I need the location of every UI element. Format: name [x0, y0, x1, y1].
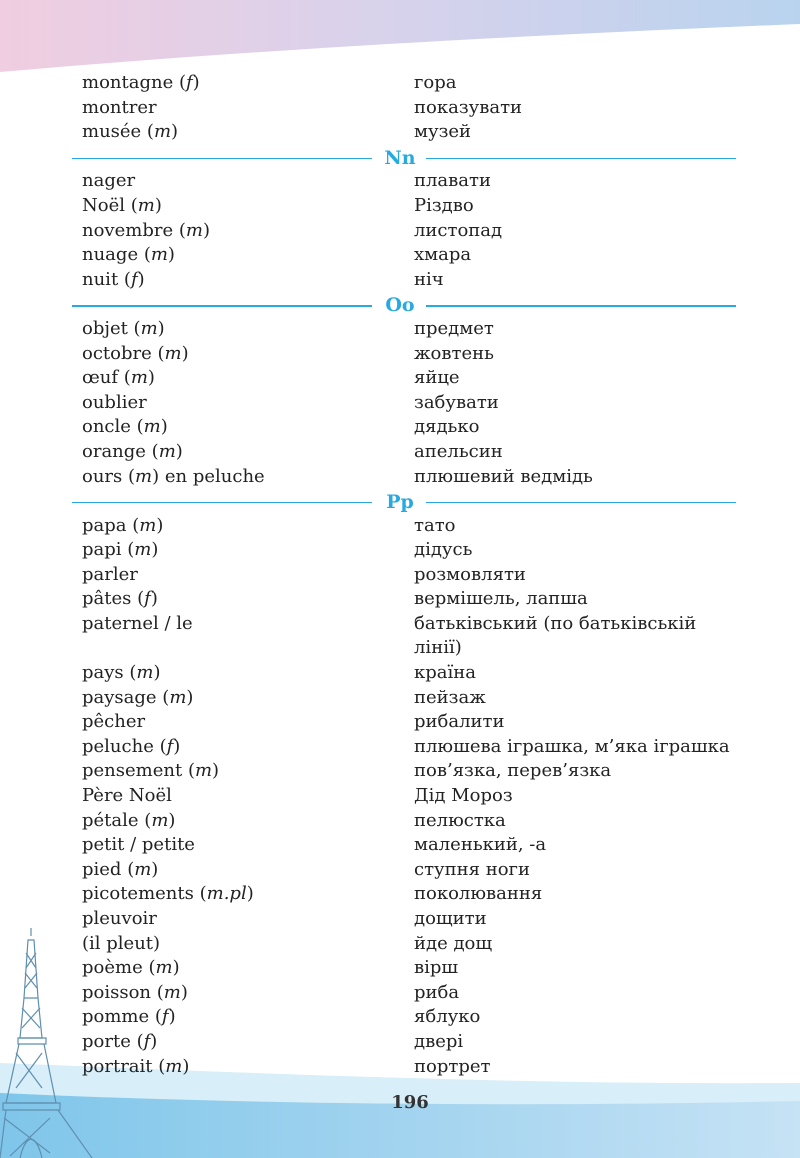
french-word: pays — [82, 662, 124, 684]
french-term — [82, 932, 160, 956]
dictionary-row — [0, 243, 800, 268]
gender-marker: m — [136, 662, 154, 684]
french-term: orange (m) — [82, 440, 183, 462]
french-term: pensement (m) — [82, 760, 220, 782]
ukrainian-translation: показувати — [414, 96, 523, 118]
gender-marker: f — [144, 588, 151, 610]
dictionary-row — [0, 1055, 800, 1080]
french-word: poisson — [82, 981, 152, 1003]
ukrainian-translation: йде дощ — [414, 932, 493, 954]
french-word: nuage — [82, 244, 139, 266]
french-word: montagne — [82, 72, 174, 93]
ukrainian-translation: ступня ноги — [414, 858, 530, 880]
gender-marker: m — [155, 957, 173, 979]
french-word: ours — [82, 465, 123, 487]
dictionary-row — [0, 96, 800, 121]
french-word: pêcher — [82, 711, 146, 733]
dictionary-row — [0, 661, 800, 686]
divider-line — [426, 305, 736, 306]
french-term: peluche (f) — [82, 735, 181, 757]
french-term: pied (m) — [82, 858, 159, 880]
french-word: portrait — [82, 1055, 153, 1077]
ukrainian-translation: дідусь — [414, 539, 473, 561]
dictionary-row — [0, 219, 800, 244]
french-term: papi (m) — [82, 539, 159, 561]
dictionary-row — [0, 194, 800, 219]
ukrainian-translation: апельсин — [414, 440, 503, 462]
dictionary-row — [0, 858, 800, 883]
french-word: parler — [82, 563, 138, 585]
letter-heading: Oo — [385, 294, 415, 317]
french-term: ours (m) en peluche — [82, 465, 265, 487]
dictionary-row — [0, 833, 800, 858]
dictionary-row — [0, 391, 800, 416]
french-word: poème — [82, 957, 143, 979]
ukrainian-translation: жовтень — [414, 342, 494, 364]
french-word: orange — [82, 440, 146, 462]
french-word: pomme — [82, 1006, 150, 1028]
ukrainian-translation: розмовляти — [414, 563, 526, 585]
ukrainian-translation: тато — [414, 514, 456, 536]
ukrainian-translation: риба — [414, 981, 460, 1003]
letter-divider — [0, 145, 800, 170]
dictionary-row — [0, 538, 800, 563]
ukrainian-translation: листопад — [414, 219, 503, 241]
ukrainian-translation: предмет — [414, 317, 494, 339]
gender-marker: m — [169, 686, 187, 708]
ukrainian-translation: портрет — [414, 1055, 491, 1077]
french-term: nuit (f) — [82, 268, 145, 290]
divider-line — [426, 502, 736, 503]
gender-marker: m — [158, 440, 176, 462]
dictionary-row — [0, 268, 800, 293]
french-term: pétale (m) — [82, 809, 176, 831]
ukrainian-translation: музей — [414, 121, 472, 143]
french-term: oncle (m) — [82, 416, 168, 438]
gender-marker: m — [135, 465, 153, 487]
divider-line — [72, 158, 372, 159]
dictionary-row — [0, 1005, 800, 1030]
gender-marker: m — [130, 367, 148, 389]
french-word: nuit — [82, 268, 119, 290]
gender-marker: m — [194, 760, 213, 782]
ukrainian-translation: Дід Мороз — [414, 785, 513, 807]
french-word: octobre — [82, 342, 152, 364]
gender-marker: m — [165, 1055, 183, 1077]
ukrainian-translation: пелюстка — [414, 809, 506, 831]
french-term: poème (m) — [82, 957, 180, 979]
french-term — [82, 96, 157, 120]
ukrainian-translation: плавати — [414, 170, 491, 192]
french-term: Noël (m) — [82, 194, 162, 216]
gender-marker: m — [163, 981, 181, 1003]
gender-marker: m — [164, 342, 182, 364]
ukrainian-translation: двері — [414, 1030, 464, 1052]
gender-marker: m.pl — [206, 883, 247, 905]
ukrainian-translation: батьківський (по батьківській лінії) — [414, 613, 697, 659]
ukrainian-translation: вермішель, лапша — [414, 588, 588, 610]
french-word: papi — [82, 539, 122, 561]
dictionary-row — [0, 612, 800, 661]
french-term — [82, 169, 135, 193]
dictionary-row — [0, 809, 800, 834]
dictionary-row — [0, 981, 800, 1006]
french-term: œuf (m) — [82, 367, 155, 389]
french-term: pâtes (f) — [82, 588, 158, 610]
french-word: paternel / le — [82, 613, 193, 635]
ukrainian-translation: вірш — [414, 957, 459, 979]
french-word: nager — [82, 170, 136, 192]
dictionary-row — [0, 120, 800, 145]
ukrainian-translation: гора — [414, 72, 457, 93]
french-term — [82, 612, 193, 636]
french-word: musée — [82, 121, 142, 143]
french-word: novembre — [82, 219, 174, 241]
french-word: pleuvoir — [82, 908, 157, 929]
french-word: (il pleut) — [82, 932, 161, 954]
french-term — [82, 907, 157, 931]
vocabulary-list — [0, 71, 800, 1079]
dictionary-row — [0, 735, 800, 760]
french-word: montrer — [82, 96, 157, 118]
french-word: papa — [82, 514, 127, 536]
gender-marker: f — [130, 268, 138, 290]
dictionary-row — [0, 317, 800, 342]
ukrainian-translation: маленький, -а — [414, 834, 547, 856]
dictionary-row — [0, 784, 800, 809]
ukrainian-translation: пов’язка, перев’язка — [414, 760, 612, 782]
french-term: poisson (m) — [82, 981, 188, 1003]
french-word: Père Noël — [82, 785, 172, 807]
french-term: musée (m) — [82, 121, 179, 143]
gender-marker: m — [137, 194, 155, 216]
french-word: objet — [82, 317, 128, 339]
french-word: petit / petite — [82, 834, 195, 856]
french-term: novembre (m) — [82, 219, 210, 241]
french-term-suffix: en peluche — [164, 465, 265, 487]
ukrainian-translation: дядько — [414, 416, 480, 438]
letter-divider — [0, 489, 800, 514]
french-term: portrait (m) — [82, 1055, 190, 1077]
ukrainian-translation: пейзаж — [414, 686, 486, 708]
dictionary-row — [0, 907, 800, 932]
french-word: œuf — [82, 367, 119, 389]
divider-line — [72, 305, 372, 306]
french-term — [82, 710, 145, 734]
dictionary-row — [0, 71, 800, 96]
french-term: montagne (f) — [82, 72, 200, 93]
french-term — [82, 391, 147, 415]
dictionary-row — [0, 1030, 800, 1055]
french-word: pâtes — [82, 588, 132, 610]
french-word: picotements — [82, 883, 194, 905]
french-word: peluche — [82, 735, 154, 757]
gender-marker: f — [143, 1030, 151, 1052]
french-term — [82, 784, 172, 808]
ukrainian-translation: рибалити — [414, 711, 505, 733]
dictionary-row — [0, 587, 800, 612]
dictionary-row — [0, 710, 800, 735]
divider-line — [426, 158, 736, 159]
ukrainian-translation: забувати — [414, 391, 499, 413]
dictionary-row — [0, 932, 800, 957]
dictionary-row — [0, 686, 800, 711]
ukrainian-translation: ніч — [414, 268, 444, 290]
french-word: porte — [82, 1030, 131, 1052]
gender-marker: m — [134, 539, 152, 561]
ukrainian-translation: плюшевий ведмідь — [414, 465, 593, 487]
gender-marker: m — [150, 244, 168, 266]
gender-marker: m — [151, 809, 169, 831]
page-number: 196 — [391, 1092, 429, 1113]
french-term: paysage (m) — [82, 686, 194, 708]
ukrainian-translation: країна — [414, 662, 476, 684]
french-term: papa (m) — [82, 514, 164, 536]
french-term: objet (m) — [82, 317, 165, 339]
gender-marker: m — [143, 416, 161, 438]
letter-heading: Pp — [386, 491, 414, 514]
french-word: pensement — [82, 760, 183, 782]
french-word: pétale — [82, 809, 139, 831]
letter-divider — [0, 292, 800, 317]
dictionary-row — [0, 759, 800, 784]
ukrainian-translation: поколювання — [414, 883, 543, 905]
ukrainian-translation: плюшева іграшка, м’яка іграшка — [414, 735, 730, 757]
french-term — [82, 833, 195, 857]
divider-line — [72, 502, 372, 503]
french-term: porte (f) — [82, 1030, 158, 1052]
ukrainian-translation: Різдво — [414, 194, 474, 216]
gender-marker: f — [185, 72, 193, 93]
french-term: pays (m) — [82, 662, 161, 684]
gender-marker: f — [166, 735, 174, 757]
ukrainian-translation: хмара — [414, 244, 472, 266]
french-term: picotements (m.pl) — [82, 883, 254, 905]
ukrainian-translation: дощити — [414, 908, 487, 929]
dictionary-row — [0, 366, 800, 391]
french-term: pomme (f) — [82, 1006, 176, 1028]
dictionary-row — [0, 440, 800, 465]
ukrainian-translation: яйце — [414, 367, 460, 389]
gender-marker: m — [139, 514, 157, 536]
dictionary-row — [0, 342, 800, 367]
gender-marker: m — [134, 858, 152, 880]
french-term — [82, 563, 138, 587]
dictionary-row — [0, 882, 800, 907]
gender-marker: f — [161, 1006, 169, 1028]
french-word: pied — [82, 858, 122, 880]
dictionary-row — [0, 956, 800, 981]
dictionary-row — [0, 563, 800, 588]
top-decorative-band — [0, 0, 800, 80]
french-term: octobre (m) — [82, 342, 189, 364]
gender-marker: m — [185, 219, 203, 241]
french-word: Noël — [82, 194, 125, 216]
dictionary-row — [0, 169, 800, 194]
dictionary-row — [0, 415, 800, 440]
gender-marker: m — [153, 121, 172, 143]
dictionary-row — [0, 465, 800, 490]
french-term: nuage (m) — [82, 244, 175, 266]
ukrainian-translation: яблуко — [414, 1006, 481, 1028]
french-word: oublier — [82, 391, 147, 413]
french-word: paysage — [82, 686, 157, 708]
letter-heading: Nn — [384, 146, 416, 169]
french-word: oncle — [82, 416, 131, 438]
dictionary-row — [0, 514, 800, 539]
gender-marker: m — [140, 317, 158, 339]
